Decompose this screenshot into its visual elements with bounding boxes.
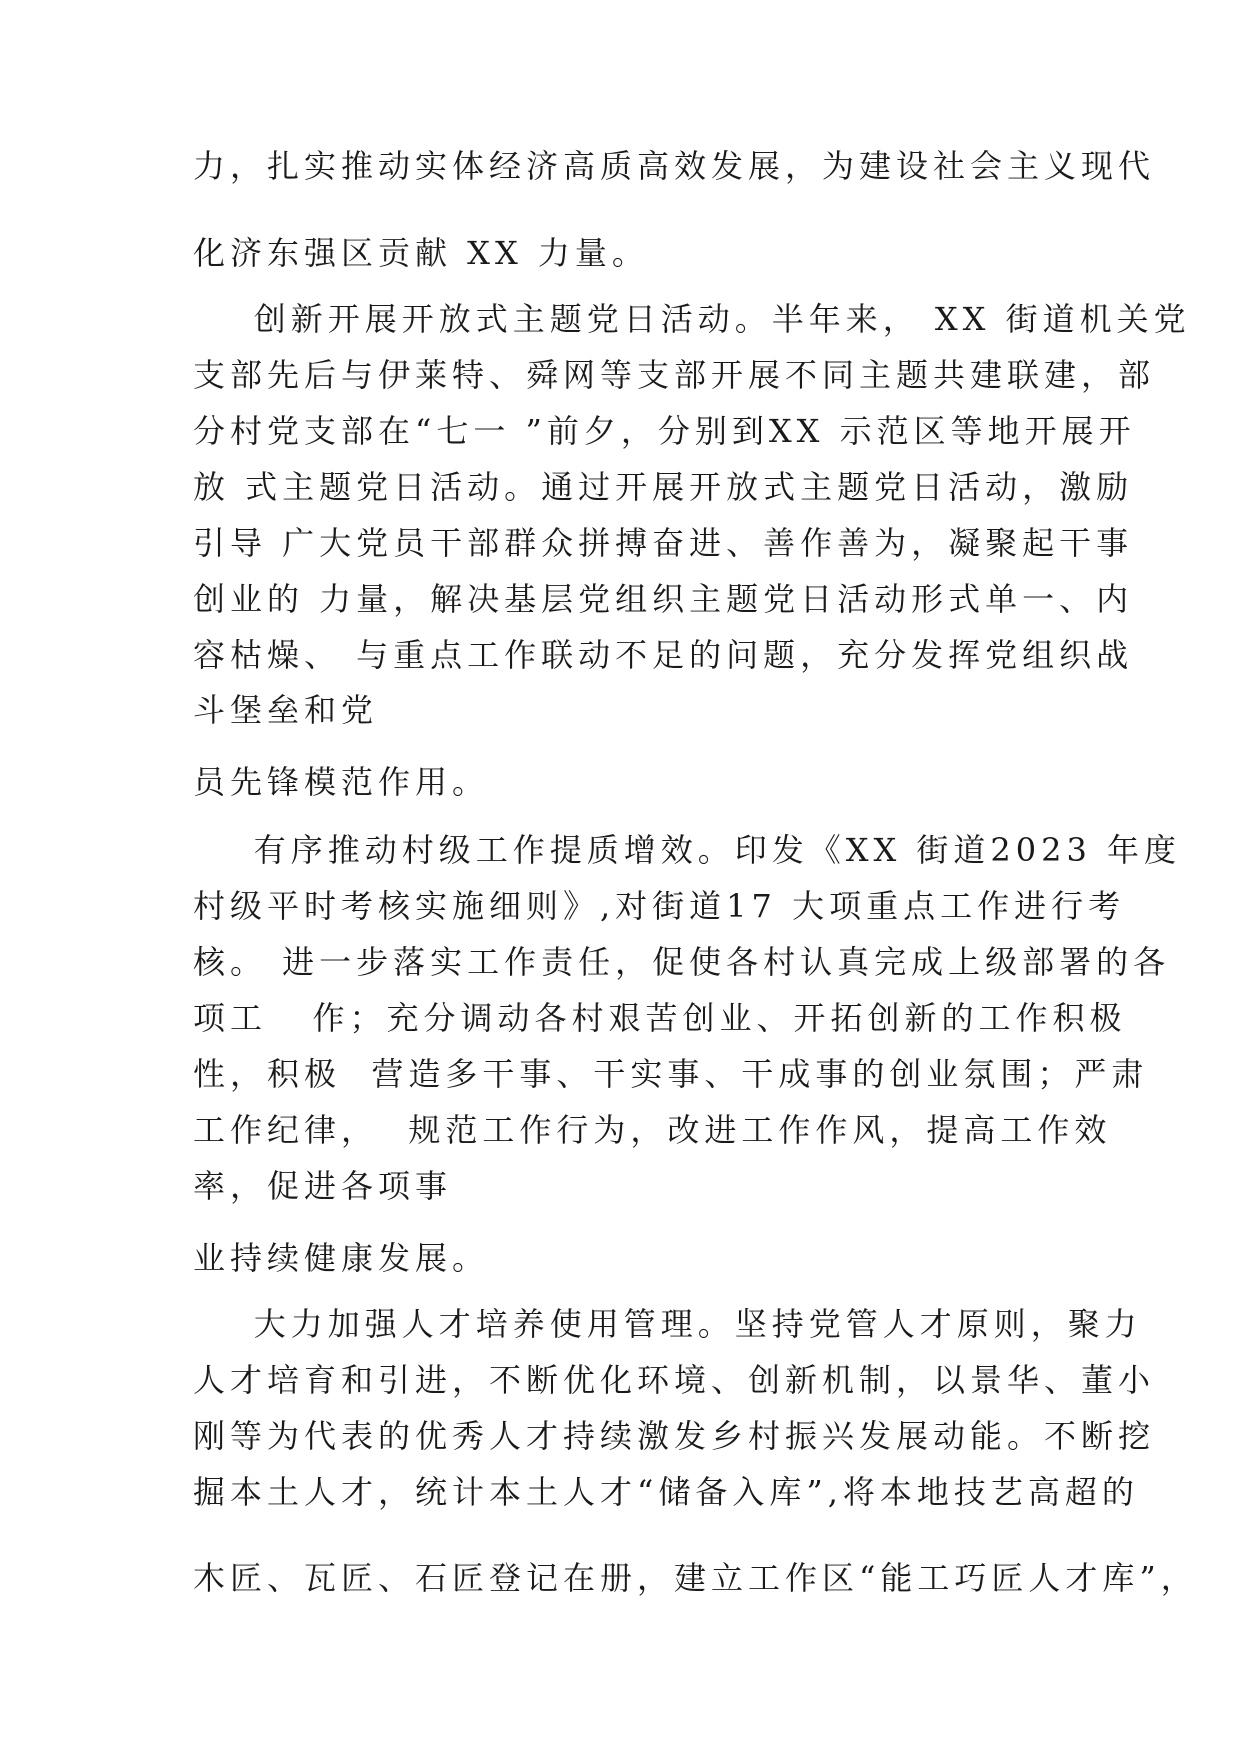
text-line: 化济东强区贡献 XX 力量。 <box>193 234 649 272</box>
paragraph-3-line: 大力加强人才培养使用管理。坚持党管人才原则，聚力 <box>193 1305 1142 1343</box>
paragraph-3-line: 刚等为代表的优秀人才持续激发乡村振兴发展动能。不断挖 <box>193 1417 1156 1455</box>
paragraph-2-line: 项工 作；充分调动各村艰苦创业、开拓创新的工作积极 <box>193 999 1127 1037</box>
paragraph-2-line: 有序推动村级工作提质增效。印发《XX 街道2023 年度 <box>193 831 1182 869</box>
paragraph-3-line: 掘本土人才，统计本土人才“储备入库”,将本地技艺高超的 <box>193 1473 1139 1511</box>
paragraph-2-line: 率，促进各项事 <box>193 1167 453 1205</box>
text-line: 力，扎实推动实体经济高质高效发展，为建设社会主义现代 <box>193 147 1156 185</box>
paragraph-1-line: 放 式主题党日活动。通过开展开放式主题党日活动，激励 <box>193 468 1134 506</box>
paragraph-2-line: 性，积极 营造多干事、干实事、干成事的创业氛围；严肃 <box>193 1055 1149 1093</box>
paragraph-1-line: 斗堡垒和党 <box>193 691 379 729</box>
paragraph-3-line: 人才培育和引进，不断优化环境、创新机制，以景华、董小 <box>193 1361 1156 1399</box>
paragraph-2-line: 村级平时考核实施细则》,对街道17 大项重点工作进行考 <box>193 887 1126 925</box>
paragraph-1-line: 创业的 力量，解决基层党组织主题党日活动形式单一、内 <box>193 580 1134 618</box>
paragraph-1-line: 员先锋模范作用。 <box>193 763 490 801</box>
paragraph-2-line: 业持续健康发展。 <box>193 1239 490 1277</box>
paragraph-3-line: 木匠、瓦匠、石匠登记在册，建立工作区“能工巧匠人才库”， <box>193 1559 1198 1597</box>
paragraph-2-line: 核。 进一步落实工作责任，促使各村认真完成上级部署的各 <box>193 943 1171 981</box>
paragraph-1-line: 创新开展开放式主题党日活动。半年来， XX 街道机关党 <box>193 300 1191 338</box>
paragraph-1-line: 容枯燥、 与重点工作联动不足的问题，充分发挥党组织战 <box>193 636 1134 674</box>
paragraph-1-line: 支部先后与伊莱特、舜网等支部开展不同主题共建联建，部 <box>193 356 1156 394</box>
paragraph-1-line: 引导 广大党员干部群众拼搏奋进、善作善为，凝聚起干事 <box>193 524 1134 562</box>
paragraph-1-line: 分村党支部在“七一 ”前夕，分别到XX 示范区等地开展开 <box>193 412 1136 450</box>
paragraph-2-line: 工作纪律， 规范工作行为，改进工作作风，提高工作效 <box>193 1111 1112 1149</box>
